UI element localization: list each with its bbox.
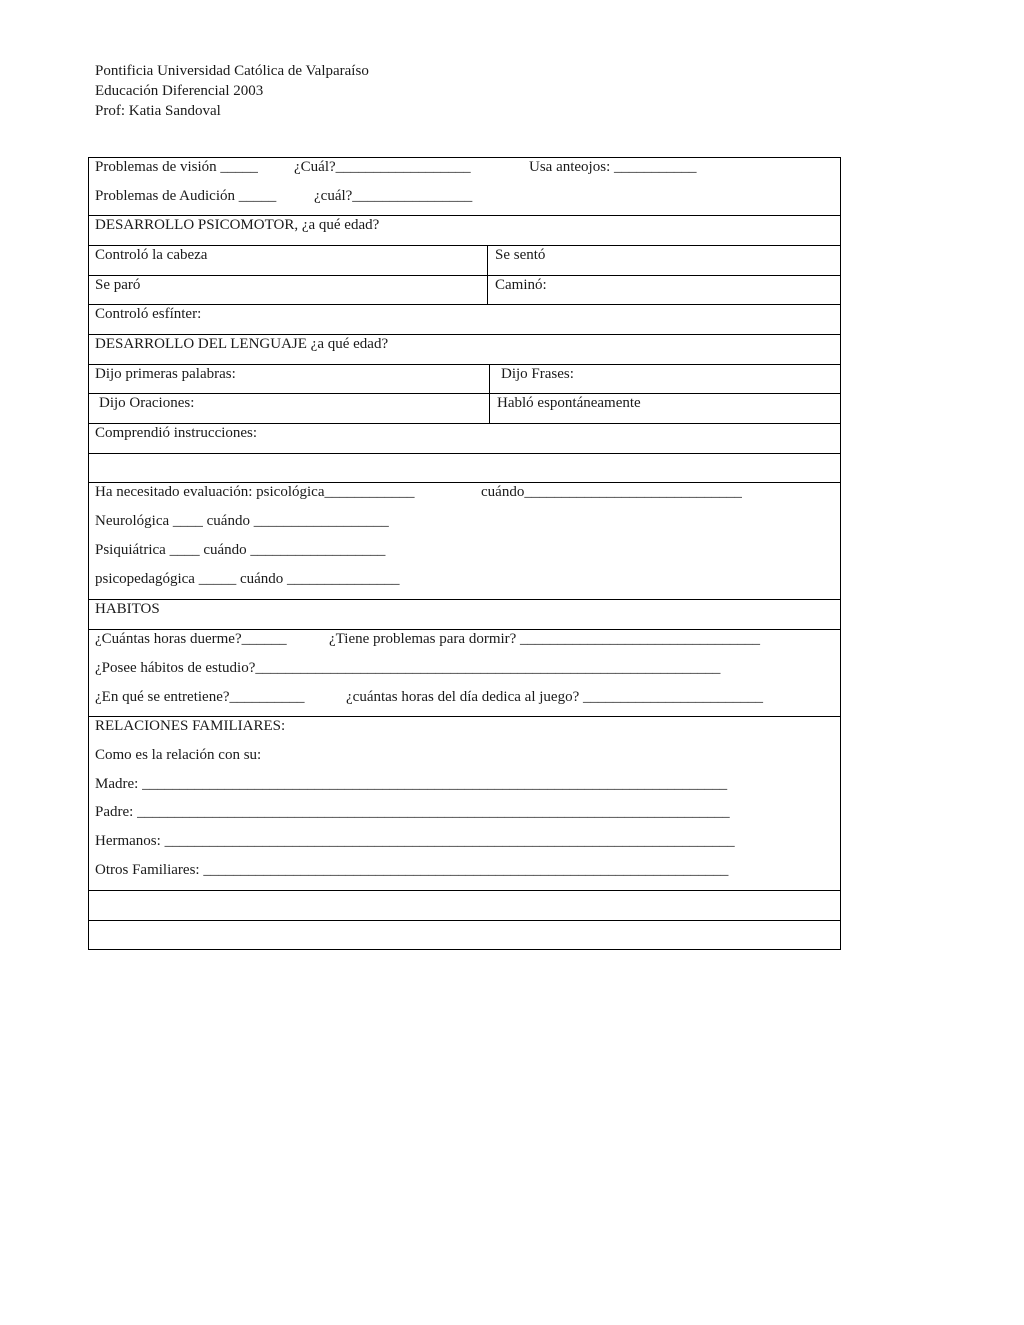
psychomotor-section-title: DESARROLLO PSICOMOTOR, ¿a qué edad? (95, 217, 380, 233)
row-divider (89, 920, 840, 921)
row-divider (89, 304, 840, 305)
sphincter-control-field[interactable]: Controló esfínter: (95, 306, 202, 322)
document-header (95, 61, 369, 121)
father-relation-field[interactable]: Padre: _______________________________________________________________________________ (95, 804, 730, 820)
psychological-when-field[interactable]: cuándo_____________________________ (481, 484, 742, 500)
program-name: Educación Diferencial 2003 (95, 83, 264, 99)
hearing-problems-field[interactable]: Problemas de Audición _____ (95, 188, 277, 204)
intake-form (88, 157, 841, 950)
study-habits-field[interactable]: ¿Posee hábitos de estudio?______________________________________________________________ (95, 660, 721, 676)
row-divider (89, 890, 840, 891)
family-intro-label: Como es la relación con su: (95, 747, 262, 763)
sat-up-field[interactable]: Se sentó (495, 247, 546, 263)
mother-relation-field[interactable]: Madre: ______________________________________________________________________________ (95, 776, 728, 792)
vision-problems-field[interactable]: Problemas de visión _____ (95, 159, 258, 175)
family-section-title: RELACIONES FAMILIARES: (95, 718, 286, 734)
row-divider (89, 453, 840, 454)
university-name: Pontificia Universidad Católica de Valparaíso (95, 63, 369, 79)
understood-instructions-field[interactable]: Comprendió instrucciones: (95, 425, 258, 441)
head-control-field[interactable]: Controló la cabeza (95, 247, 208, 263)
psychiatric-evaluation-field[interactable]: Psiquiátrica ____ cuándo __________________ (95, 542, 386, 558)
sleep-problems-field[interactable]: ¿Tiene problemas para dormir? ________________________________ (329, 631, 761, 647)
first-words-field[interactable]: Dijo primeras palabras: (95, 366, 236, 382)
walked-field[interactable]: Caminó: (495, 277, 547, 293)
row-divider (89, 275, 840, 276)
sleep-hours-field[interactable]: ¿Cuántas horas duerme?______ (95, 631, 287, 647)
habits-section-title: HABITOS (95, 601, 160, 617)
row-divider (89, 599, 840, 600)
psychopedagogical-evaluation-field[interactable]: psicopedagógica _____ cuándo _______________ (95, 571, 400, 587)
stood-up-field[interactable]: Se paró (95, 277, 141, 293)
row-divider (89, 393, 840, 394)
play-hours-field[interactable]: ¿cuántas horas del día dedica al juego? ________________________ (346, 689, 763, 705)
neurological-evaluation-field[interactable]: Neurológica ____ cuándo __________________ (95, 513, 389, 529)
sentences-field[interactable]: Dijo Oraciones: (99, 395, 195, 411)
column-divider (489, 364, 490, 423)
hearing-which-field[interactable]: ¿cuál?________________ (314, 188, 473, 204)
language-section-title: DESARROLLO DEL LENGUAJE ¿a qué edad? (95, 336, 389, 352)
glasses-field[interactable]: Usa anteojos: ___________ (529, 159, 697, 175)
phrases-field[interactable]: Dijo Frases: (501, 366, 574, 382)
other-relatives-field[interactable]: Otros Familiares: ______________________________________________________________________ (95, 862, 729, 878)
vision-which-field[interactable]: ¿Cuál?__________________ (294, 159, 471, 175)
spontaneous-speech-field[interactable]: Habló espontáneamente (497, 395, 641, 411)
siblings-relation-field[interactable]: Hermanos: ____________________________________________________________________________ (95, 833, 735, 849)
entertainment-field[interactable]: ¿En qué se entretiene?__________ (95, 689, 305, 705)
professor-name: Prof: Katia Sandoval (95, 103, 221, 119)
psychological-evaluation-field[interactable]: Ha necesitado evaluación: psicológica____________ (95, 484, 415, 500)
column-divider (487, 245, 488, 304)
